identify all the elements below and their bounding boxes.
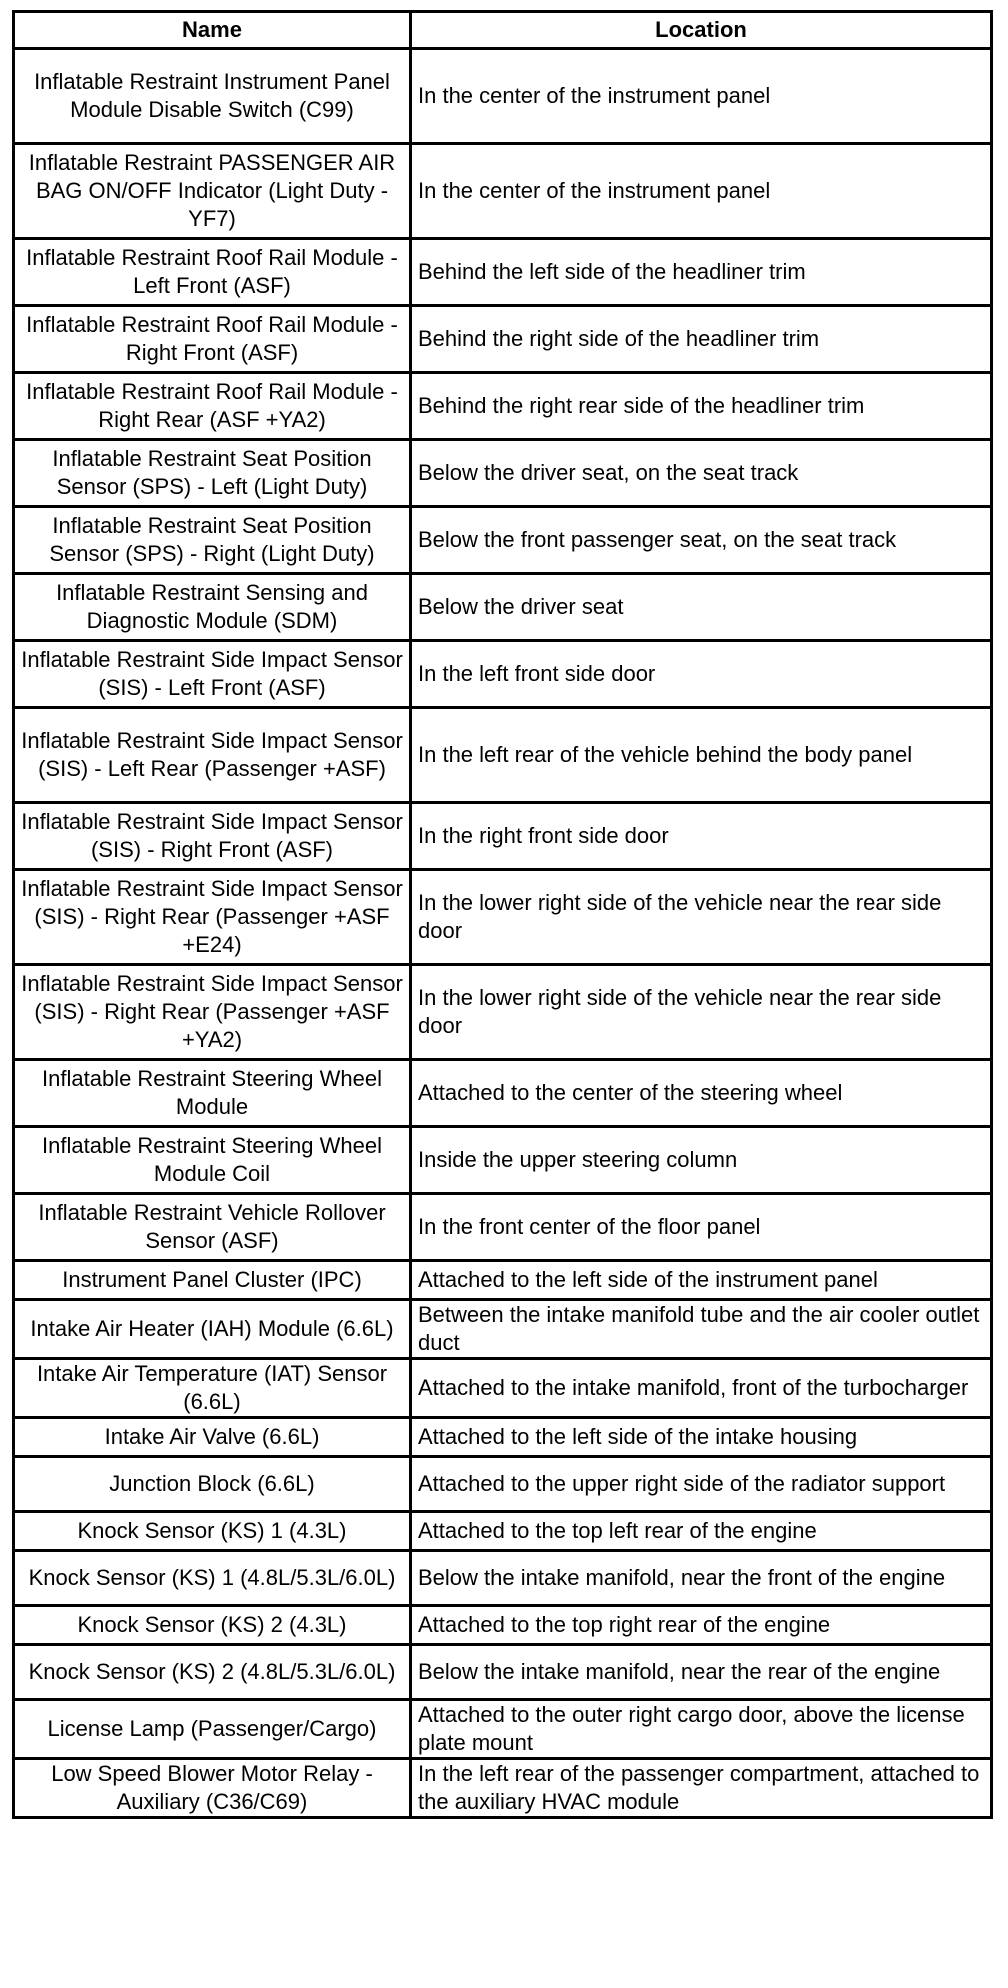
component-location: In the left front side door [411, 641, 992, 708]
component-location: In the lower right side of the vehicle near the rear side door [411, 870, 992, 965]
component-name: Junction Block (6.6L) [14, 1457, 411, 1512]
component-location: Below the front passenger seat, on the seat track [411, 507, 992, 574]
table-row [14, 306, 992, 373]
component-name: Knock Sensor (KS) 2 (4.8L/5.3L/6.0L) [14, 1645, 411, 1700]
component-name: Inflatable Restraint Side Impact Sensor (SIS) - Left Front (ASF) [14, 641, 411, 708]
component-location: In the center of the instrument panel [411, 144, 992, 239]
table-row [14, 803, 992, 870]
component-location-table [12, 10, 993, 1819]
table-row [14, 1261, 992, 1300]
component-location: Attached to the left side of the intake housing [411, 1418, 992, 1457]
component-name: Inflatable Restraint Sensing and Diagnostic Module (SDM) [14, 574, 411, 641]
component-name: Inflatable Restraint Roof Rail Module - Left Front (ASF) [14, 239, 411, 306]
component-location: In the left rear of the passenger compartment, attached to the auxiliary HVAC module [411, 1759, 992, 1818]
component-location: Behind the left side of the headliner trim [411, 239, 992, 306]
component-location: In the front center of the floor panel [411, 1194, 992, 1261]
component-name: Inflatable Restraint Side Impact Sensor (SIS) - Right Front (ASF) [14, 803, 411, 870]
location-column-header: Location [411, 12, 992, 49]
component-location: Attached to the center of the steering wheel [411, 1060, 992, 1127]
component-location: Below the intake manifold, near the front of the engine [411, 1551, 992, 1606]
table-row [14, 1551, 992, 1606]
component-location: Attached to the outer right cargo door, above the license plate mount [411, 1700, 992, 1759]
component-name: Instrument Panel Cluster (IPC) [14, 1261, 411, 1300]
component-name: Knock Sensor (KS) 1 (4.8L/5.3L/6.0L) [14, 1551, 411, 1606]
component-name: License Lamp (Passenger/Cargo) [14, 1700, 411, 1759]
component-location: Below the driver seat [411, 574, 992, 641]
table-row [14, 440, 992, 507]
table-row [14, 965, 992, 1060]
table-row [14, 870, 992, 965]
component-location: Below the intake manifold, near the rear of the engine [411, 1645, 992, 1700]
table-row [14, 1359, 992, 1418]
table-row [14, 49, 992, 144]
component-name: Intake Air Heater (IAH) Module (6.6L) [14, 1300, 411, 1359]
component-location: Behind the right side of the headliner trim [411, 306, 992, 373]
component-name: Inflatable Restraint Roof Rail Module - Right Rear (ASF +YA2) [14, 373, 411, 440]
component-name: Inflatable Restraint Seat Position Sensor (SPS) - Left (Light Duty) [14, 440, 411, 507]
table-row [14, 1512, 992, 1551]
component-location: In the lower right side of the vehicle near the rear side door [411, 965, 992, 1060]
component-name: Knock Sensor (KS) 2 (4.3L) [14, 1606, 411, 1645]
table-row [14, 1300, 992, 1359]
component-name: Inflatable Restraint Steering Wheel Module [14, 1060, 411, 1127]
component-location: Below the driver seat, on the seat track [411, 440, 992, 507]
table-row [14, 574, 992, 641]
component-location: Attached to the top right rear of the engine [411, 1606, 992, 1645]
component-location: Behind the right rear side of the headliner trim [411, 373, 992, 440]
table-row [14, 1645, 992, 1700]
component-name: Low Speed Blower Motor Relay - Auxiliary (C36/C69) [14, 1759, 411, 1818]
component-location: In the center of the instrument panel [411, 49, 992, 144]
component-location: In the left rear of the vehicle behind the body panel [411, 708, 992, 803]
component-location: Attached to the upper right side of the radiator support [411, 1457, 992, 1512]
table-row [14, 144, 992, 239]
table-row [14, 1457, 992, 1512]
table-row [14, 641, 992, 708]
component-name: Knock Sensor (KS) 1 (4.3L) [14, 1512, 411, 1551]
component-location: Between the intake manifold tube and the air cooler outlet duct [411, 1300, 992, 1359]
component-location: In the right front side door [411, 803, 992, 870]
table-row [14, 373, 992, 440]
component-name: Intake Air Temperature (IAT) Sensor (6.6L) [14, 1359, 411, 1418]
component-location: Attached to the top left rear of the engine [411, 1512, 992, 1551]
table-row [14, 1606, 992, 1645]
component-name: Inflatable Restraint Side Impact Sensor (SIS) - Right Rear (Passenger +ASF +YA2) [14, 965, 411, 1060]
table-row [14, 1194, 992, 1261]
header-row [14, 12, 992, 49]
table-row [14, 1759, 992, 1818]
component-name: Inflatable Restraint Vehicle Rollover Sensor (ASF) [14, 1194, 411, 1261]
component-name: Inflatable Restraint PASSENGER AIR BAG ON/OFF Indicator (Light Duty -YF7) [14, 144, 411, 239]
table-row [14, 708, 992, 803]
component-name: Inflatable Restraint Seat Position Sensor (SPS) - Right (Light Duty) [14, 507, 411, 574]
table-row [14, 1060, 992, 1127]
component-location: Attached to the left side of the instrument panel [411, 1261, 992, 1300]
component-name: Inflatable Restraint Roof Rail Module - Right Front (ASF) [14, 306, 411, 373]
component-location: Inside the upper steering column [411, 1127, 992, 1194]
table-row [14, 1418, 992, 1457]
table-row [14, 1127, 992, 1194]
component-name: Intake Air Valve (6.6L) [14, 1418, 411, 1457]
component-name: Inflatable Restraint Instrument Panel Module Disable Switch (C99) [14, 49, 411, 144]
component-name: Inflatable Restraint Steering Wheel Module Coil [14, 1127, 411, 1194]
component-location: Attached to the intake manifold, front of the turbocharger [411, 1359, 992, 1418]
table-row [14, 239, 992, 306]
table-row [14, 507, 992, 574]
name-column-header: Name [14, 12, 411, 49]
component-name: Inflatable Restraint Side Impact Sensor (SIS) - Right Rear (Passenger +ASF +E24) [14, 870, 411, 965]
table-row [14, 1700, 992, 1759]
component-name: Inflatable Restraint Side Impact Sensor (SIS) - Left Rear (Passenger +ASF) [14, 708, 411, 803]
